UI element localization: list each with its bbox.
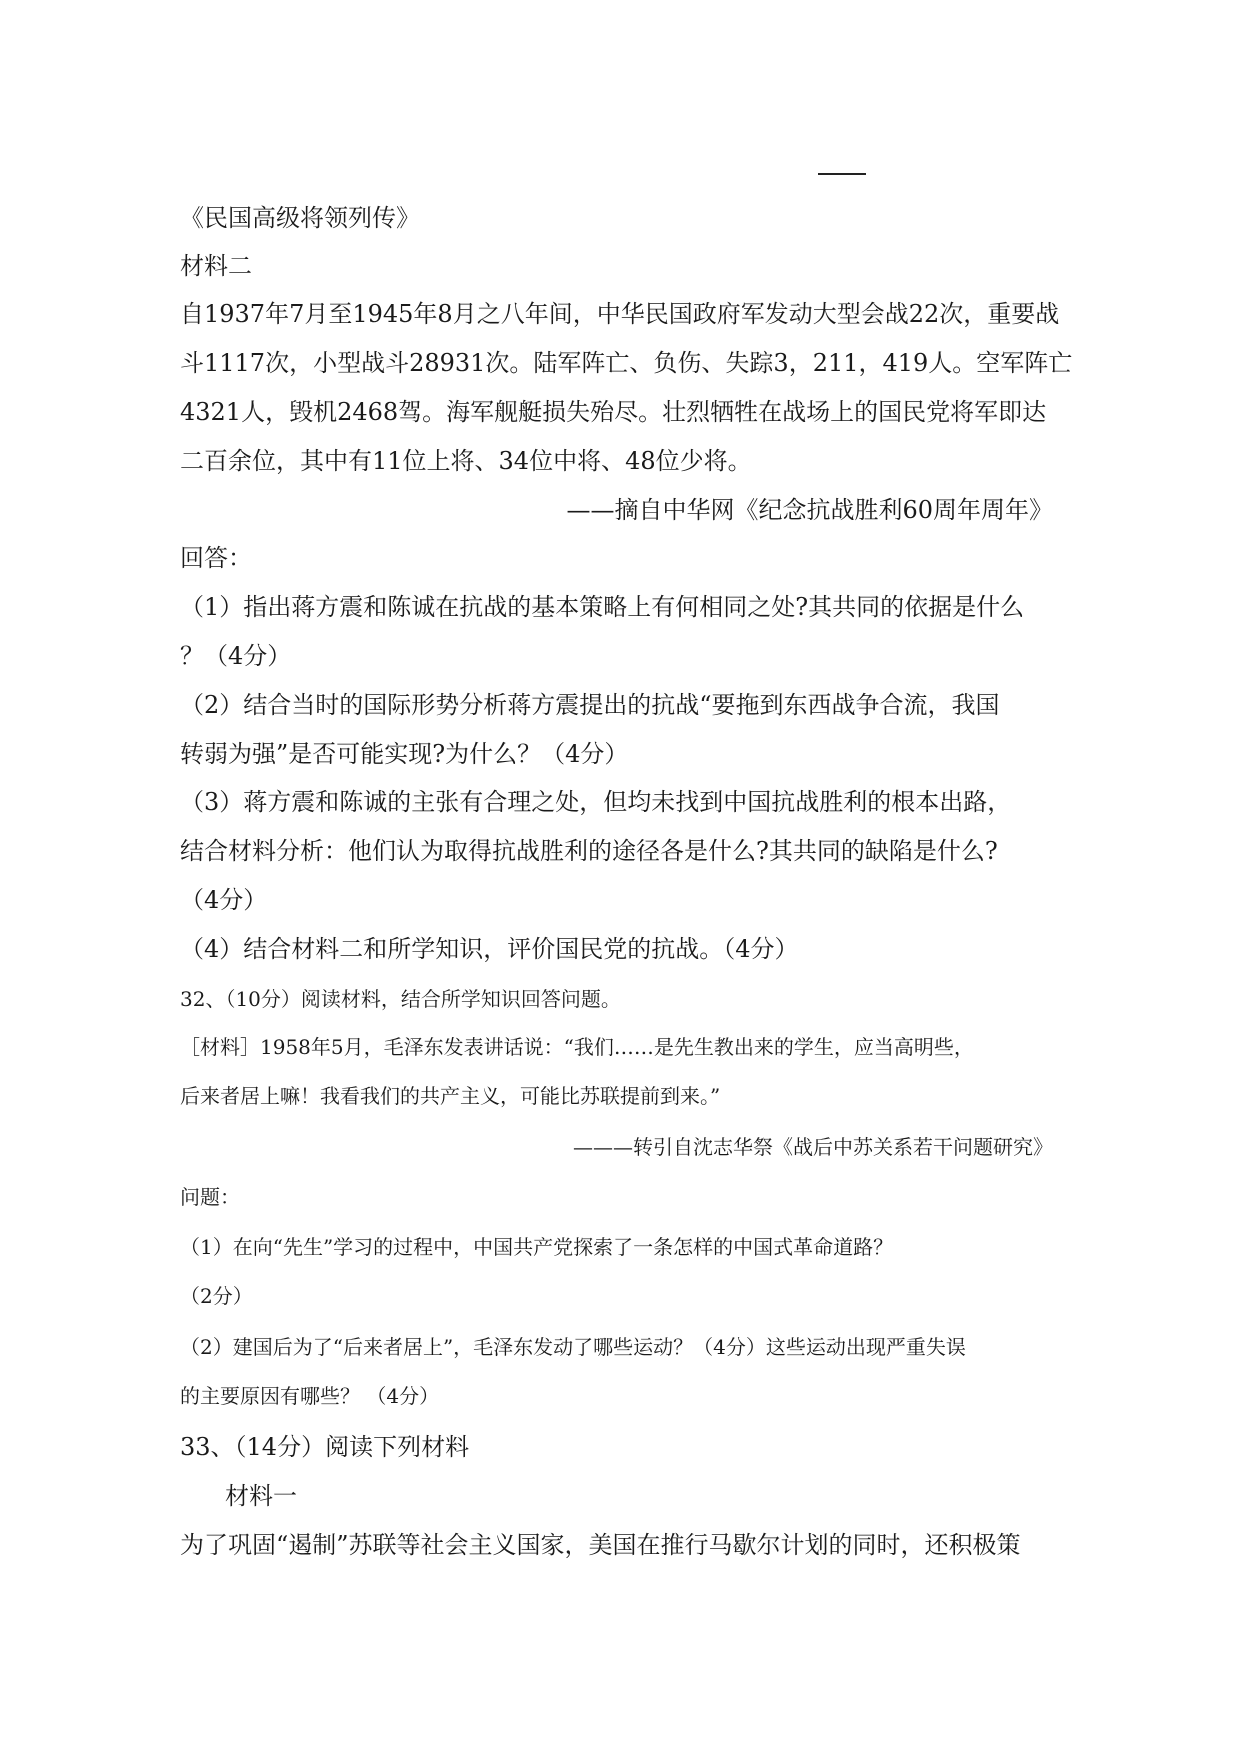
question-heading: 33、（14分）阅读下列材料 xyxy=(180,1433,470,1461)
paragraph-line: 斗1117次，小型战斗28931次。陆军阵亡、负伤、失踪3，211，419人。空军阵亡 xyxy=(180,349,1073,377)
paragraph-line: 4321人，毁机2468驾。海军舰艇损失殆尽。壮烈牺牲在战场上的国民党将军即达 xyxy=(180,398,1047,426)
material-line: ［材料］1958年5月，毛泽东发表讲话说：“我们……是先生教出来的学生，应当高明些， xyxy=(180,1035,974,1059)
question-line: （1）指出蒋方震和陈诚在抗战的基本策略上有何相同之处?其共同的依据是什么 xyxy=(180,593,1025,621)
material-heading: 材料二 xyxy=(180,252,252,280)
question-line: ？（4分） xyxy=(180,642,292,670)
material-heading: 材料一 xyxy=(225,1482,297,1510)
question-line: （3）蒋方震和陈诚的主张有合理之处，但均未找到中国抗战胜利的根本出路， xyxy=(180,788,1012,816)
question-line: （4分） xyxy=(180,886,268,914)
question-line: （1）在向“先生”学习的过程中，中国共产党探索了一条怎样的中国式革命道路？ xyxy=(180,1235,894,1259)
paragraph-line: 为了巩固“遏制”苏联等社会主义国家，美国在推行马歇尔计划的同时，还积极策 xyxy=(180,1531,1021,1559)
source-citation: 《民国高级将领列传》 xyxy=(180,204,420,232)
source-attribution: ———转引自沈志华祭《战后中苏关系若干问题研究》 xyxy=(573,1135,1053,1159)
paragraph-line: 自1937年7月至1945年8月之八年间，中华民国政府军发动大型会战22次，重要战 xyxy=(180,300,1060,328)
section-label: 问题： xyxy=(180,1185,240,1209)
question-line: 结合材料分析：他们认为取得抗战胜利的途径各是什么?其共同的缺陷是什么? xyxy=(180,837,998,865)
section-label: 回答： xyxy=(180,544,252,572)
question-line: 转弱为强”是否可能实现?为什么？（4分） xyxy=(180,740,629,768)
question-line: （4）结合材料二和所学知识，评价国民党的抗战。（4分） xyxy=(180,935,799,963)
question-line: （2）建国后为了“后来者居上”，毛泽东发动了哪些运动？（4分）这些运动出现严重失误 xyxy=(180,1335,966,1359)
question-heading: 32、（10分）阅读材料，结合所学知识回答问题。 xyxy=(180,987,621,1011)
source-attribution: ——摘自中华网《纪念抗战胜利60周年周年》 xyxy=(566,496,1053,524)
paragraph-line: 二百余位，其中有11位上将、34位中将、48位少将。 xyxy=(180,447,752,475)
question-line: （2）结合当时的国际形势分析蒋方震提出的抗战“要拖到东西战争合流，我国 xyxy=(180,691,1000,719)
question-line: （2分） xyxy=(180,1284,253,1308)
question-line: 的主要原因有哪些？ （4分） xyxy=(180,1384,440,1408)
material-line: 后来者居上嘛！我看我们的共产主义，可能比苏联提前到来。” xyxy=(180,1084,721,1108)
top-dash xyxy=(818,173,866,175)
